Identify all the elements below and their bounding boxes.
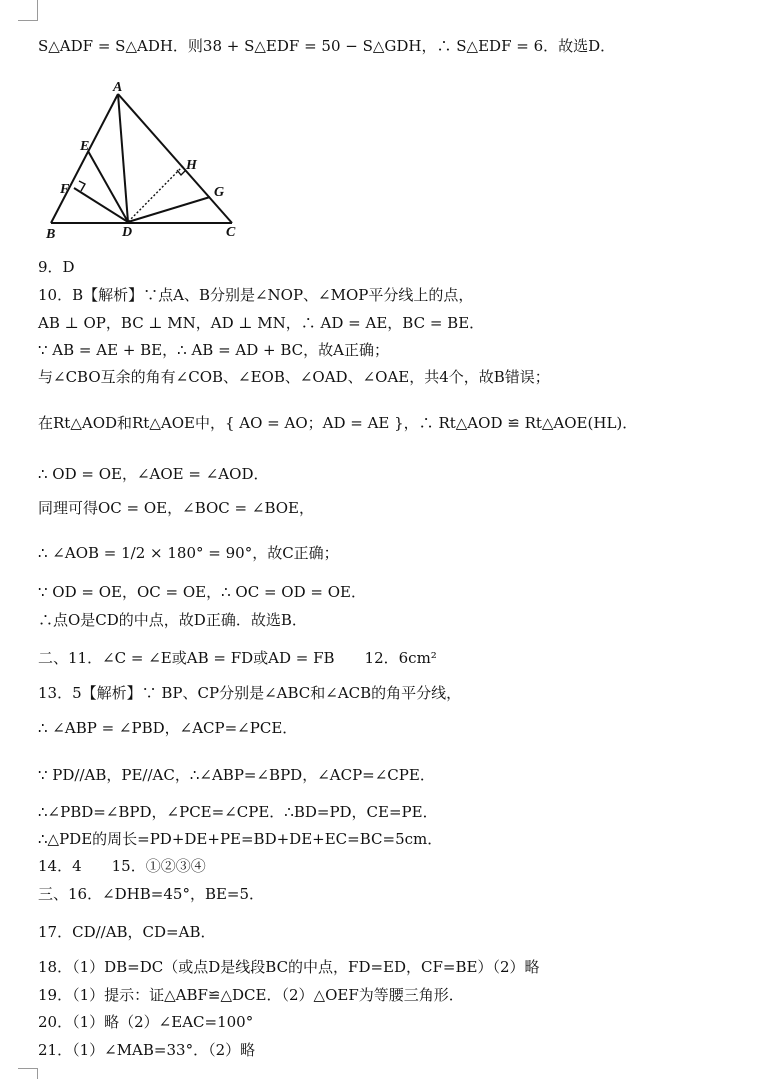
text-line: S△ADF = S△ADH．则38 + S△EDF = 50 − S△GDH，∴ S△EDF = 6．故选D．	[38, 37, 616, 55]
segment-ac	[118, 94, 232, 223]
text-line: 10．B【解析】∵点A、B分别是∠NOP、∠MOP平分线上的点，	[38, 286, 474, 304]
text-line: 在Rt△AOD和Rt△AOE中，{ AO = AO；AD = AE }，∴ Rt△AOD ≌ Rt△AOE(HL)．	[38, 414, 638, 432]
page-corner-mark-top-h	[18, 20, 38, 21]
text-line: ∴∠PBD=∠BPD，∠PCE=∠CPE．∴BD=PD，CE=PE．	[38, 803, 438, 821]
text-line: ∴ OD = OE，∠AOE = ∠AOD．	[38, 465, 269, 483]
text-line: 18．（1）DB=DC（或点D是线段BC的中点，FD=ED，CF=BE）（2）略	[38, 958, 540, 976]
text-line: ∵ PD//AB，PE//AC，∴∠ABP=∠BPD，∠ACP=∠CPE．	[38, 766, 435, 784]
label-e: E	[80, 139, 90, 154]
text-line: 21．（1）∠MAB=33°．（2）略	[38, 1041, 256, 1059]
text-line: 13．5【解析】∵ BP、CP分别是∠ABC和∠ACB的角平分线，	[38, 684, 462, 702]
segment-fd	[74, 188, 128, 222]
text-line: 三、16．∠DHB=45°，BE=5．	[38, 885, 265, 903]
text-line: 19．（1）提示：证△ABF≌△DCE．（2）△OEF为等腰三角形．	[38, 986, 464, 1004]
text-line: 9．D	[38, 258, 75, 276]
triangle-figure	[38, 78, 248, 242]
label-b: B	[46, 227, 56, 242]
right-angle-mark-h	[177, 170, 186, 175]
text-line: 与∠CBO互余的角有∠COB、∠EOB、∠OAD、∠OAE，共4个，故B错误；	[38, 368, 550, 386]
text-line: ∴△PDE的周长=PD+DE+PE=BD+DE+EC=BC=5cm．	[38, 830, 443, 848]
label-a: A	[113, 80, 123, 95]
label-g: G	[214, 185, 225, 200]
segment-ad	[118, 94, 128, 222]
text-line: AB ⊥ OP，BC ⊥ MN，AD ⊥ MN，∴ AD = AE，BC = BE．	[38, 314, 485, 332]
page-corner-mark-bottom	[18, 1068, 38, 1069]
text-line: ∴点O是CD的中点，故D正确．故选B．	[38, 611, 307, 629]
label-d: D	[122, 225, 133, 240]
page-corner-mark-bottom-v	[37, 1068, 38, 1079]
label-c: C	[226, 225, 236, 240]
text-line: ∴ ∠AOB = 1/2 × 180° = 90°，故C正确；	[38, 544, 339, 562]
right-angle-mark-f	[79, 181, 85, 191]
label-h: H	[186, 158, 197, 173]
text-line: 14．4 15．①②③④	[38, 857, 206, 875]
text-line: ∵ AB = AE + BE，∴ AB = AD + BC，故A正确；	[38, 341, 389, 359]
page-corner-mark-top	[37, 0, 38, 20]
text-line: ∴ ∠ABP = ∠PBD，∠ACP=∠PCE．	[38, 719, 298, 737]
text-line: 二、11．∠C = ∠E或AB = FD或AD = FB 12．6cm²	[38, 649, 437, 667]
text-line: 17．CD//AB，CD=AB．	[38, 923, 216, 941]
text-line: 同理可得OC = OE，∠BOC = ∠BOE，	[38, 499, 314, 517]
label-f: F	[60, 182, 70, 197]
text-line: ∵ OD = OE，OC = OE，∴ OC = OD = OE．	[38, 583, 366, 601]
segment-ed	[88, 151, 128, 222]
segment-ab	[51, 94, 118, 223]
text-line: 20．（1）略（2）∠EAC=100°	[38, 1013, 254, 1031]
